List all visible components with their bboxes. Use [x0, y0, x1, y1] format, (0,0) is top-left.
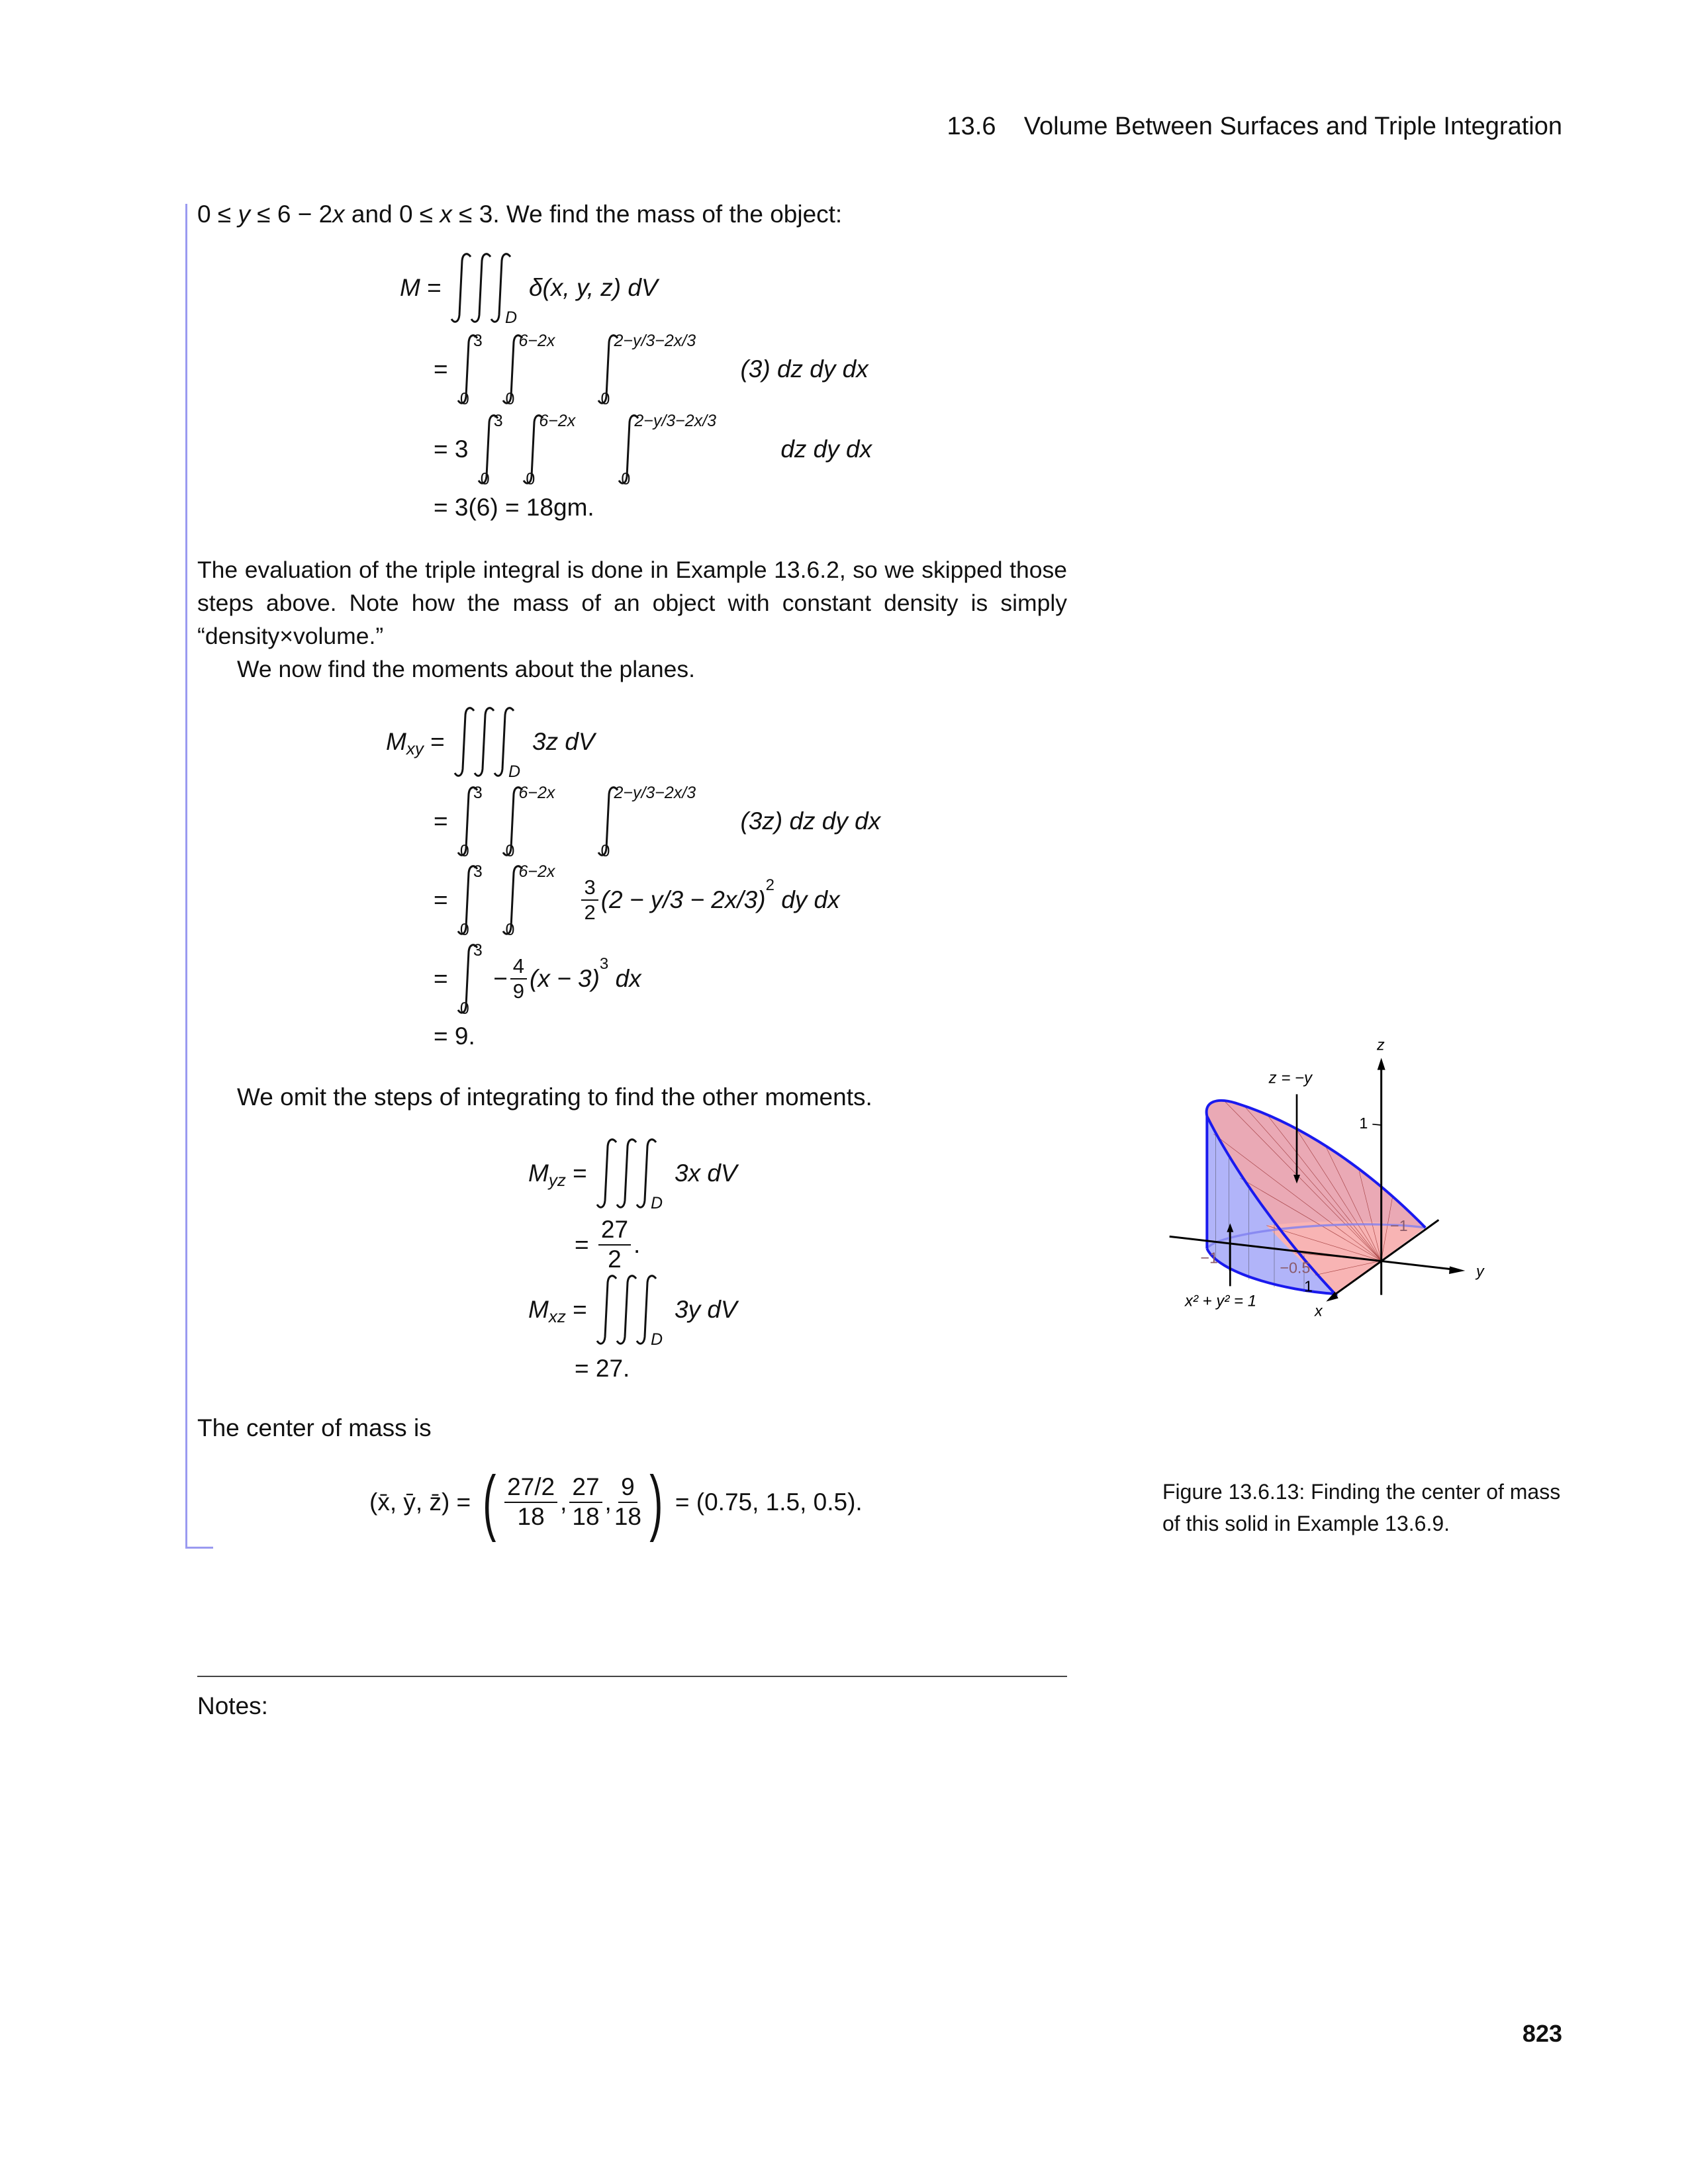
axis-label-z: z [1377, 1036, 1385, 1054]
mxy-eq-row3: = 3 0 6−2x 0 $\frac{3}{2}$ (2 − y/3 − 2x/3) 2 dy dx [434, 862, 840, 939]
running-header [947, 113, 1562, 141]
fraction: $\frac{4}{9}$ [510, 954, 527, 1003]
triple-integral: D [451, 705, 530, 778]
integral-z: 2−y/3−2x/3 0 [595, 333, 737, 406]
mxy-result: = 9. [434, 1023, 475, 1050]
omit-text: We omit the steps of integrating to find the other moments. [237, 1083, 872, 1111]
left-paren: ( [483, 1461, 496, 1543]
example-end-mark [185, 1547, 213, 1549]
integral-z: 2−y/3−2x/3 0 [616, 413, 778, 486]
integral-x: 3 0 [455, 942, 484, 1015]
label-surface: z = −y [1268, 1069, 1313, 1087]
myz-eq-row1: M yz = D 3x dV [528, 1127, 737, 1220]
mxz-result: = 27. [575, 1355, 630, 1382]
mxy-eq-row1: M xy = D 3z dV [386, 696, 595, 788]
integral-x: 3 0 [455, 785, 484, 858]
fraction: $\frac{3}{2}$ [581, 876, 598, 924]
notes-label: Notes: [197, 1692, 268, 1719]
triple-integral: D [594, 1137, 672, 1210]
axis-label-y: y [1476, 1262, 1484, 1280]
fraction: $\frac{27}{18}$ [569, 1473, 602, 1531]
integral-z: 2−y/3−2x/3 0 [595, 785, 737, 858]
page-number: 823 [1522, 2020, 1562, 2047]
intro-line: 0 ≤ y ≤ 6 − 2x and 0 ≤ x ≤ 3. We find the mass of the object: [197, 201, 843, 228]
integral-x: 3 0 [455, 864, 484, 936]
myz-eq-row2: = $\frac{27}{2}$ . [575, 1216, 641, 1273]
mxy-eq-row4: = 3 0 − $\frac{4}{9}$ (x − 3) 3 dx [434, 941, 641, 1018]
mass-eq-row3: = 3 3 0 6−2x 0 2−y/3−2x/3 0 dz dy dx [434, 412, 872, 488]
fraction: $\frac{27}{2}$ [598, 1216, 631, 1273]
triple-integral: D [448, 251, 526, 324]
integral-y: 6−2x 0 [520, 413, 613, 486]
integral-y: 6−2x 0 [500, 333, 592, 406]
mass-eq-row1: M = D δ(x, y, z) dV [400, 242, 658, 334]
mxz-eq-row1: M xz = D 3y dV [528, 1263, 737, 1356]
center-label: The center of mass is [197, 1414, 432, 1441]
integral-y: 6−2x 0 [500, 864, 576, 936]
tick-y-neg05: −0.5 [1280, 1259, 1311, 1277]
example-margin-bar [185, 204, 187, 1549]
fraction: $\frac{27/2}{18}$ [504, 1473, 557, 1531]
paragraph-evaluation: The evaluation of the triple integral is done in Example 13.6.2, so we skipped those steps above. Note how the mass of an object with constant density is simply “density×volume.” We now find the moments about the planes. [197, 557, 1067, 682]
fraction: $\frac{9}{18}$ [614, 1473, 641, 1530]
tick-y-neg1: −1 [1200, 1249, 1218, 1267]
section-title: Volume Between Surfaces and Triple Integration [1023, 113, 1562, 140]
right-paren: ) [649, 1461, 663, 1543]
triple-integral: D [594, 1273, 672, 1346]
mass-result: = 3(6) = 18gm. [434, 494, 594, 521]
section-number: 13.6 [947, 113, 996, 140]
mxy-eq-row2: = 3 0 6−2x 0 2−y/3−2x/3 0 (3z) dz dy dx [434, 784, 881, 860]
integral-x: 3 0 [455, 333, 484, 406]
mass-eq-row2: = 3 0 6−2x 0 2−y/3−2x/3 0 (3) dz dy dx [434, 332, 868, 408]
label-cylinder: x² + y² = 1 [1185, 1292, 1257, 1310]
integral-x: 3 0 [475, 413, 504, 486]
integral-y: 6−2x 0 [500, 785, 592, 858]
tick-x-1: 1 [1304, 1277, 1313, 1295]
notes-divider [197, 1676, 1067, 1677]
tick-z-1: 1 [1359, 1115, 1368, 1132]
axis-label-x: x [1315, 1302, 1323, 1320]
tick-y-neg1b: −1 [1390, 1217, 1408, 1234]
figure-caption: Figure 13.6.13: Finding the center of mass of this solid in Example 13.6.9. [1162, 1480, 1561, 1535]
center-of-mass-eq: (x̄, ȳ, z̄) = ( $\frac{27/2}{18}$ , $\frac{27}{18}$ , $\frac{9}{18}$ ) = (0.75, 1.5, 0.5). [369, 1461, 863, 1543]
figure-solid-3d [1152, 1019, 1602, 1549]
